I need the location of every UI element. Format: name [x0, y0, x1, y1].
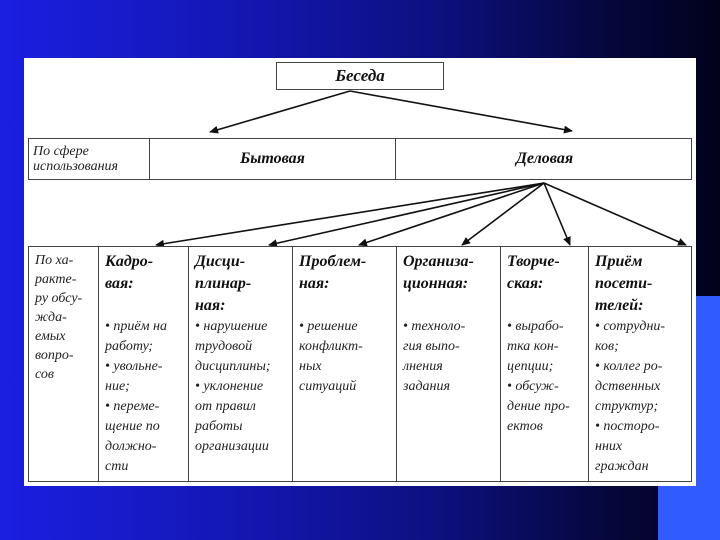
item-line: • уклонение	[195, 379, 264, 394]
header-line: Творче-	[507, 253, 560, 270]
column-tvorcheskaya	[501, 247, 589, 481]
column-organizacionnaya	[397, 247, 501, 481]
row1-label	[29, 139, 150, 179]
row-topics	[28, 246, 692, 482]
row2-label-line: жда-	[35, 310, 67, 325]
arrow-to-delovaya	[350, 91, 572, 131]
column-kadrovaya	[99, 247, 189, 481]
item-line: граждан	[595, 459, 649, 474]
column-header	[403, 251, 496, 317]
column-header	[507, 251, 584, 317]
column-items	[105, 317, 184, 477]
header-line: плинар-	[195, 275, 252, 292]
item-line: тка кон-	[507, 339, 559, 354]
header-line: ная:	[195, 297, 226, 314]
item-line: • переме-	[105, 399, 160, 414]
item-line: задания	[403, 379, 450, 394]
row2-label-line: По ха-	[35, 253, 74, 268]
header-line: Дисци-	[195, 253, 246, 270]
category-bytovaya: Бытовая	[150, 139, 396, 179]
column-items	[195, 317, 288, 457]
column-problemnaya	[293, 247, 397, 481]
item-line: дисциплины;	[195, 359, 271, 374]
column-header	[595, 251, 689, 317]
column-items	[403, 317, 496, 397]
header-line: телей:	[595, 297, 644, 314]
item-line: работу;	[105, 339, 153, 354]
item-line: ние;	[105, 379, 130, 394]
item-line: • решение	[299, 319, 358, 334]
item-line: ных	[299, 359, 322, 374]
item-line: • нарушение	[195, 319, 268, 334]
item-line: лнения	[403, 359, 443, 374]
header-line: Проблем-	[299, 253, 367, 270]
category-delovaya: Деловая	[515, 150, 574, 167]
item-line: ситуаций	[299, 379, 357, 394]
row2-label-line: рактe-	[35, 272, 77, 287]
item-line: • обсуж-	[507, 379, 559, 394]
item-line: гия выпо-	[403, 339, 460, 354]
item-line: цепции;	[507, 359, 554, 374]
item-line: нних	[595, 439, 623, 454]
item-line: • коллег ро-	[595, 359, 663, 374]
header-line: ная:	[299, 275, 330, 292]
row2-label-line: ру обсу-	[35, 291, 83, 306]
row2-label-line: вопро-	[35, 348, 74, 363]
row1-label-line: использования	[33, 159, 119, 174]
header-line: ционная:	[403, 275, 469, 292]
column-header	[195, 251, 288, 317]
item-line: щение по	[105, 419, 160, 434]
column-items	[595, 317, 689, 477]
column-items	[299, 317, 392, 397]
header-line: Организа-	[403, 253, 474, 270]
item-line: работы	[195, 419, 243, 434]
slide-diagram	[24, 58, 696, 486]
item-line: • увольне-	[105, 359, 163, 374]
column-header	[299, 251, 392, 317]
header-line: Кадро-	[105, 253, 154, 270]
item-line: конфликт-	[299, 339, 363, 354]
column-priem-posetitelei	[589, 247, 693, 481]
header-line: посети-	[595, 275, 653, 292]
item-line: сти	[105, 459, 129, 474]
column-header	[105, 251, 184, 317]
item-line: • посторо-	[595, 419, 660, 434]
arrow-to-bytovaya	[210, 91, 350, 132]
arrow-to-kadrovaya	[156, 183, 544, 245]
row1-label-line: По сфере	[33, 144, 89, 159]
item-line: организации	[195, 439, 269, 454]
item-line: • техноло-	[403, 319, 466, 334]
item-line: • сотрудни-	[595, 319, 666, 334]
title-box: Беседа	[276, 62, 444, 90]
item-line: от правил	[195, 399, 256, 414]
header-line: Приём	[595, 253, 643, 270]
item-line: ков;	[595, 339, 619, 354]
item-line: ектов	[507, 419, 543, 434]
row2-label-line: емых	[35, 329, 66, 344]
item-line: структур;	[595, 399, 659, 414]
row2-label-line: сов	[35, 367, 54, 382]
header-line: ская:	[507, 275, 544, 292]
item-line: должно-	[105, 439, 157, 454]
column-items	[507, 317, 584, 437]
item-line: трудовой	[195, 339, 253, 354]
item-line: дение про-	[507, 399, 570, 414]
item-line: • вырабо-	[507, 319, 564, 334]
column-disciplinarnaya	[189, 247, 293, 481]
item-line: дственных	[595, 379, 661, 394]
row-sphere	[28, 138, 692, 180]
arrow-to-problemnaya	[359, 183, 544, 245]
row2-label	[29, 247, 99, 481]
item-line: • приём на	[105, 319, 167, 334]
header-line: вая:	[105, 275, 134, 292]
